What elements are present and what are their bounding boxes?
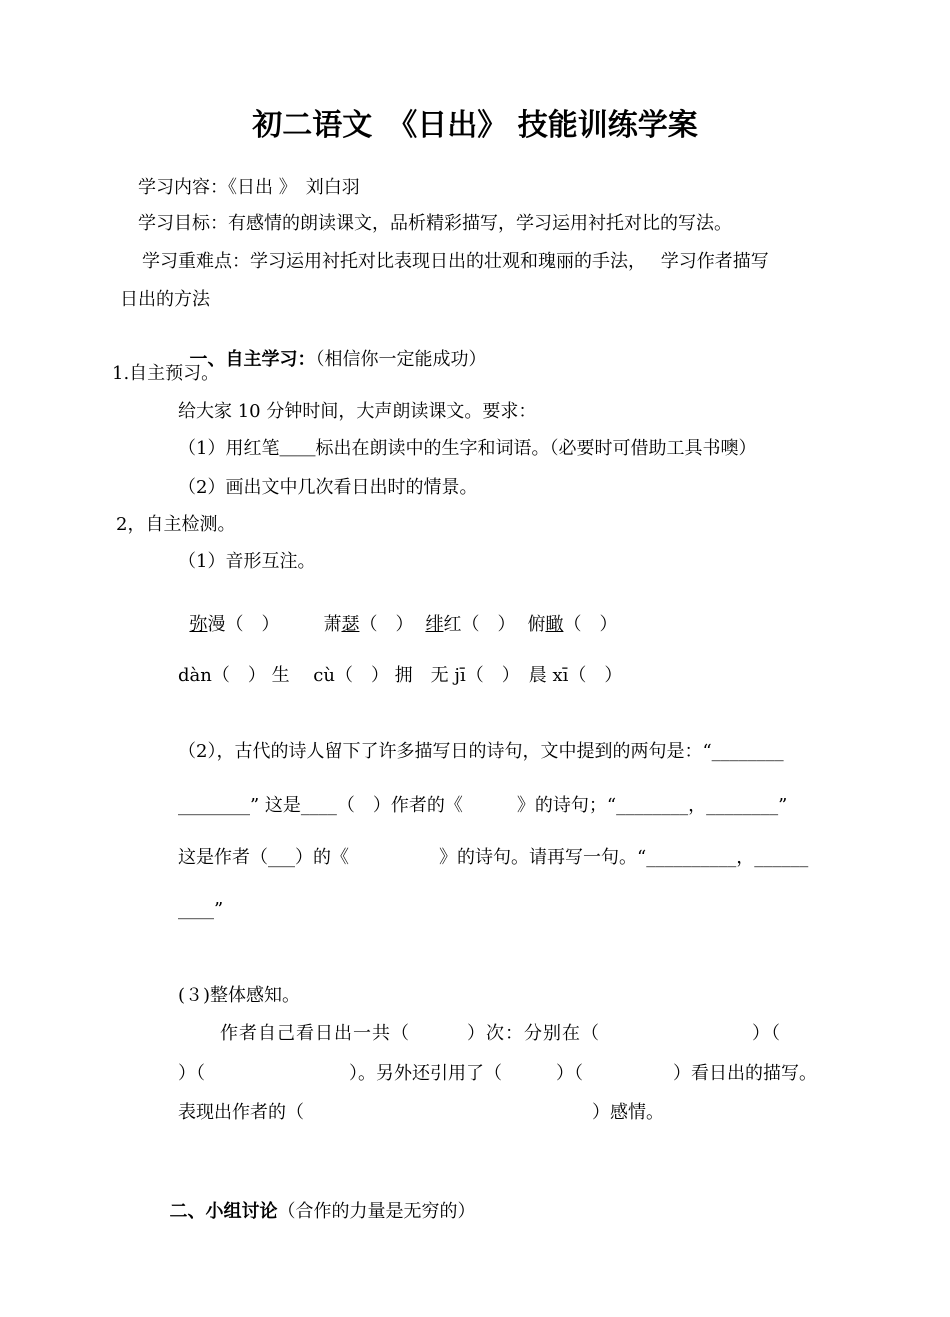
q3-line-2: ）（ ）。另外还引用了（ ）（ ）看日出的描写。 — [178, 1063, 817, 1084]
q3-heading: (３)整体感知。 — [178, 985, 301, 1006]
q2-line-2: ________” 这是____（ ）作者的《 》的诗句；“________，________” — [178, 795, 788, 816]
requirement-1: （1）用红笔＿＿标出在朗读中的生字和词语。（必要时可借助工具书噢） — [178, 438, 757, 459]
q3-line-1: 作者自己看日出一共（ ）次：分别在（ ）（ — [220, 1023, 781, 1044]
q3-line-3: 表现出作者的（ ）感情。 — [178, 1102, 664, 1123]
item1: 1.自主预习。 — [112, 363, 220, 384]
word-3: 绯红（ ） — [425, 614, 516, 635]
section2-note: （合作的力量是无穷的） — [277, 1201, 476, 1222]
intro-line: 给大家 10 分钟时间，大声朗读课文。要求： — [178, 401, 537, 422]
goal-line: 学习目标：有感情的朗读课文，品析精彩描写，学习运用衬托对比的写法。 — [138, 213, 732, 234]
content-line: 学习内容：《日出 》 刘白羽 — [138, 177, 360, 198]
section1-heading: 一、自主学习： — [189, 349, 316, 370]
q2-line-1: （2），古代的诗人留下了许多描写日的诗句，文中提到的两句是：“________ — [178, 741, 784, 762]
section1-heading-row — [178, 324, 486, 372]
section2-heading-row — [158, 1176, 475, 1224]
item2: 2，自主检测。 — [116, 514, 236, 535]
section2-heading: 二、小组讨论 — [169, 1201, 278, 1222]
difficulty-line-cont: 日出的方法 — [120, 289, 210, 310]
difficulty-line: 学习重难点：学习运用衬托对比表现日出的壮观和瑰丽的手法， 学习作者描写 — [142, 251, 769, 272]
word-2: 萧瑟（ ） — [323, 614, 414, 635]
section1-note: （相信你一定能成功） — [315, 349, 487, 370]
requirement-2: （2）画出文中几次看日出时的情景。 — [178, 477, 478, 498]
q2-line-3: 这是作者（___）的《 》的诗句。请再写一句。“__________，______ — [178, 847, 809, 868]
page-title: 初二语文 《日出》 技能训练学案 — [252, 108, 698, 143]
word-4: 俯瞰（ ） — [527, 614, 618, 635]
sub-question-1: （1）音形互注。 — [178, 551, 316, 572]
q2-line-4: ____” — [178, 899, 224, 920]
word-1: 弥漫（ ） — [189, 614, 280, 635]
pinyin-line: dàn（ ） 生 cù（ ） 拥 无 jī（ ） 晨 xī（ ） — [178, 665, 623, 686]
